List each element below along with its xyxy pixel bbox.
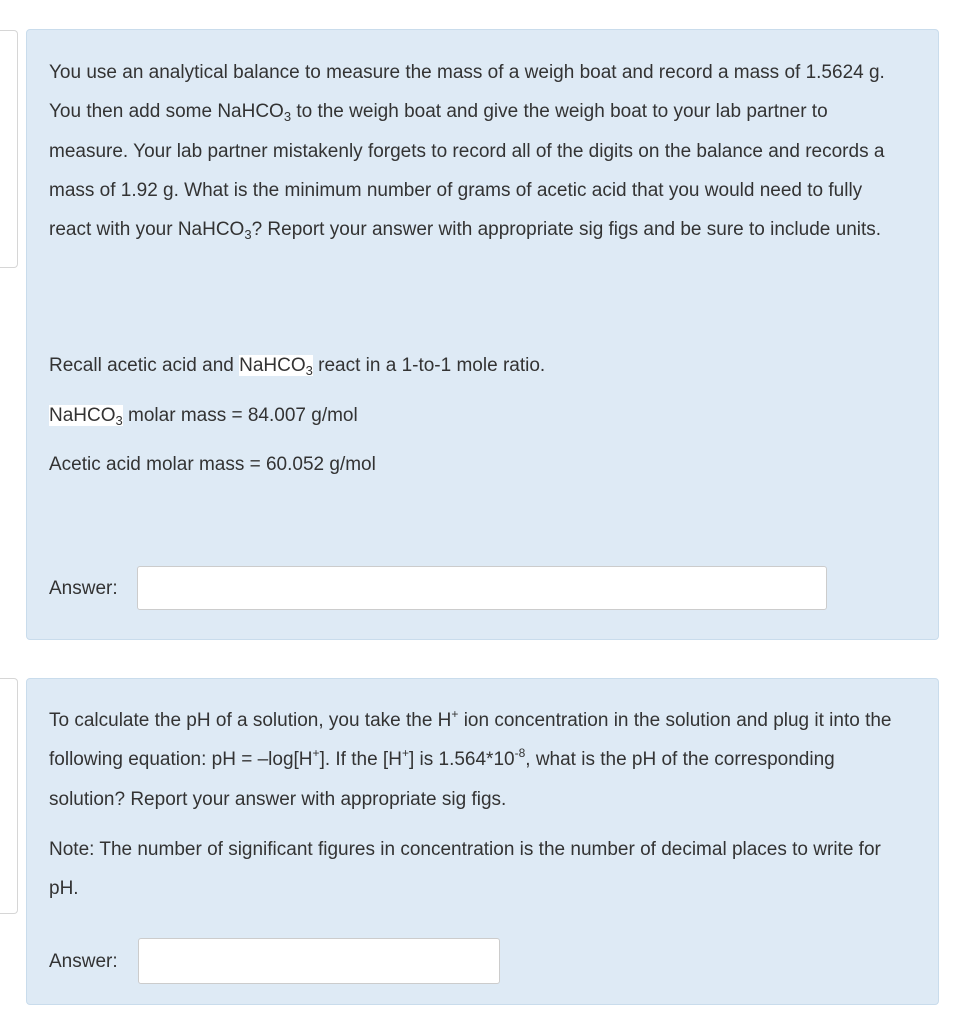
question-2-side-tab <box>0 678 18 914</box>
question-1-text: You use an analytical balance to measure the mass of a weigh boat and record a mass of 1.5624 g. You then add some NaHCO$_3$ to the weigh boat and give the weigh boat to your lab partner to measure. Your lab partner mistakenly forgets to record all of the digits on the balance and records a mass of 1.92 g. What is the minimum number of grams of acetic acid that you would need to fully react with your NaHCO$_3$? Report your answer with appropriate sig figs and be sure to include units. <box>49 62 885 243</box>
compound-highlight: NaHCO$_3$ <box>49 405 123 428</box>
sig-fig-note: Note: The number of significant figures in concentration is the number of decimal places to write for pH. <box>49 839 881 900</box>
nahco3-molar-mass: NaHCO$_3$ molar mass = 84.007 g/mol <box>49 405 358 428</box>
compound-highlight: NaHCO$_3$ <box>239 355 313 378</box>
question-1-card <box>26 29 939 640</box>
answer-label: Answer: <box>49 578 118 599</box>
question-2-card <box>26 678 939 1005</box>
question-2-text: To calculate the pH of a solution, you take the H+ ion concentration in the solution and plug it into the following equation: pH = –log[H+]. If the [H+] is $1.564*10^{-8}$, what is the pH of the corresponding solution? Report your answer with appropriate sig figs. <box>49 707 892 810</box>
answer-input[interactable] <box>137 566 827 610</box>
answer-input[interactable] <box>138 938 500 984</box>
recall-note: Recall acetic acid and NaHCO$_3$ react in a 1-to-1 mole ratio. <box>49 355 546 378</box>
acetic-acid-molar-mass: Acetic acid molar mass = 60.052 g/mol <box>49 454 376 475</box>
answer-label: Answer: <box>49 951 118 972</box>
question-1-side-tab <box>0 30 18 268</box>
